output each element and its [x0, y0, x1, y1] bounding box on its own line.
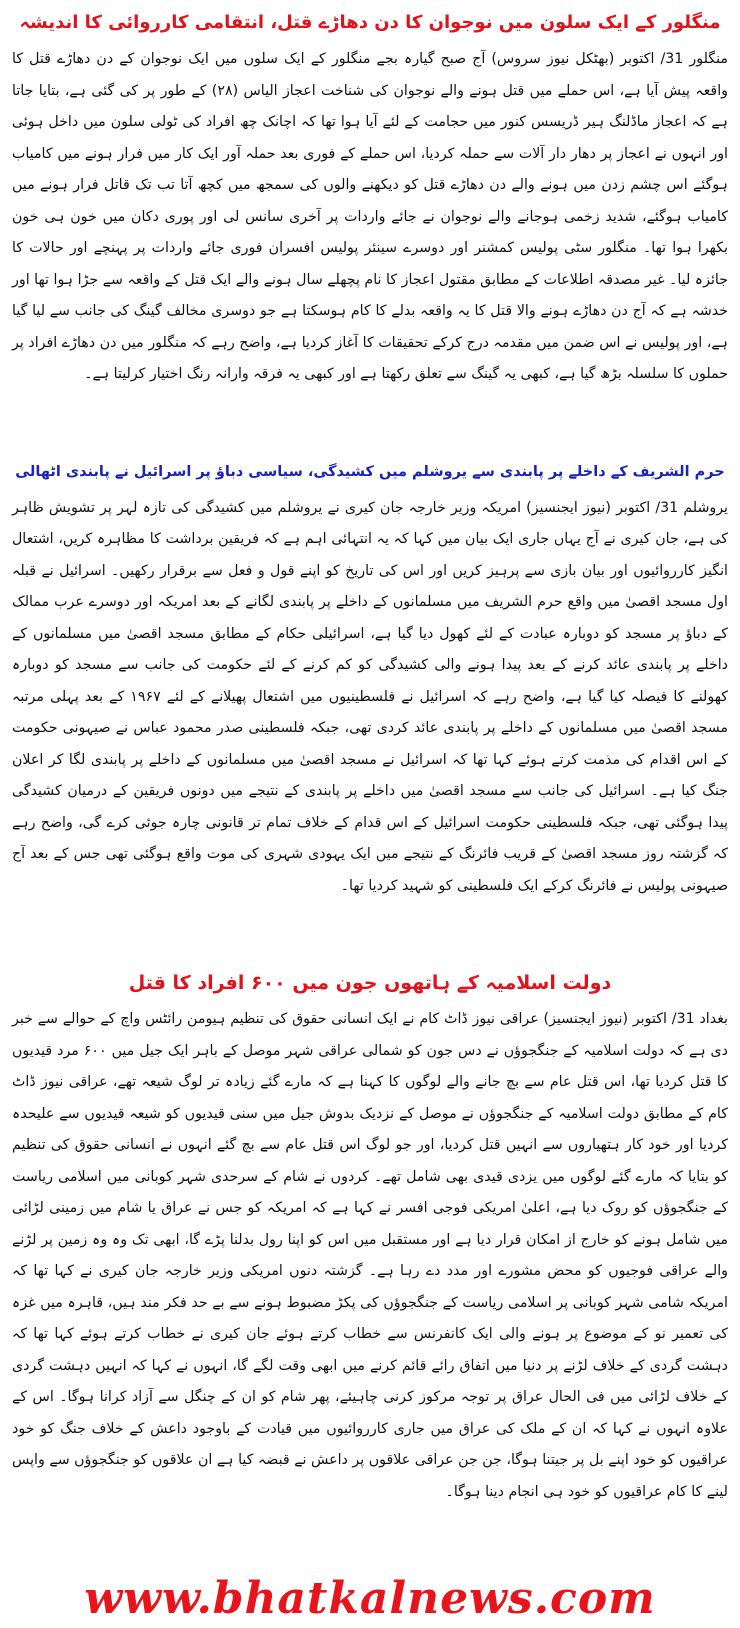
article-headline: دولت اسلامیہ کے ہاتھوں جون میں ۶۰۰ افراد کا قتل	[128, 972, 612, 994]
article-headline: منگلور کے ایک سلون میں نوجوان کا دن دھاڑے قتل، انتقامی کارروائی کا اندیشہ	[19, 12, 721, 33]
article-mangalore	[12, 4, 728, 391]
site-watermark: www.bhatkalnews.com	[84, 1573, 656, 1624]
article-jerusalem	[12, 453, 728, 903]
article-headline: حرم الشریف کے داخلے پر پابندی سے یروشلم میں کشیدگی، سیاسی دباؤ پر اسرائیل نے پابندی اٹھالی	[15, 463, 725, 480]
article-body: بغداد 31/ اکتوبر (نیوز ایجنسیز) عراقی نیوز ڈاٹ کام نے ایک انسانی حقوق کی تنظیم ہیومن رائٹس واچ کے حوالے سے خبر دی ہے کہ دولت اسلامیہ کے جنگجوؤں نے دس جون کو شمالی عراقی شہر موصل کے باہر ایک جیل میں ۶۰۰ مرد قیدیوں کا قتل کردیا تھا، اس قتل عام سے بچ جانے والے لوگوں کا کہنا ہے کہ مارے گئے زیادہ تر لوگ شیعہ تھے، عراقی نیوز ڈاٹ کام کے مطابق دولت اسلامیہ کے جنگجوؤں نے موصل کے نزدیک بدوش جیل میں سنی قیدیوں کو شیعہ قیدیوں سے علیحدہ کردیا اور خود کار ہتھیاروں سے انہیں قتل کردیا، اور جو لوگ اس قتل عام سے بچ گئے انہوں نے انسانی حقوق کی تنظیم کو بتایا کہ مارے گئے لوگوں میں یزدی قیدی بھی شامل تھے۔ کردوں نے شام کے سرحدی شہر کوبانی میں اسلامی ریاست کے جنگجوؤں کو روک دیا ہے، اعلیٰ امریکی فوجی افسر نے کہا ہے کہ امریکہ کو جس نے عراق یا شام میں زمینی لڑائی میں شامل ہونے کو خارج از امکان قرار دیا ہے اور مستقبل میں اس کو اپنا رول بدلنا پڑے گا، ابھی تک وہ وہ زمین پر لڑنے والے عراقی فوجیوں کو محض مشورے اور مدد دے رہا ہے۔ گزشتہ دنوں امریکی وزیر خارجہ جان کیری نے کہا تھا کہ امریکہ شامی شہر کوبانی پر اسلامی ریاست کے جنگجوؤں کی پکڑ مضبوط ہونے سے بے حد فکر مند ہیں، قاہرہ میں غزہ کی تعمیر نو کے موضوع پر ہونے والی ایک کانفرنس سے خطاب کرتے ہوئے جان کیری نے خطاب کرتے ہوئے کہا تھا کہ دہشت گردی کے خلاف لڑنے پر دنیا میں اتفاق رائے قائم کرنے میں ابھی وقت لگے گا، انہوں نے کہا کہ انہیں دہشت گردی کے خلاف لڑائی میں فی الحال عراق پر توجہ مرکوز کرنی چاہیئے، پھر شام کو ان کے چنگل سے آزاد کرانا ہوگا۔ اس کے علاوہ انہوں نے کہا کہ ان کے ملک کی عراق میں جاری کارروائیوں میں قیادت کے باوجود داعش کے خلاف جنگ کو خود عراقیوں کو خود اپنے بل پر جیتنا ہوگا، جن جن عراقی علاقوں پر داعش نے قبضہ کیا ہے ان علاقوں کو جنگجوؤں سے واپس لینے کا کام عراقیوں کو خود ہی انجام دینا ہوگا۔	[12, 1011, 728, 1500]
article-baghdad	[12, 964, 728, 1508]
article-body: یروشلم 31/ اکتوبر (نیوز ایجنسیز) امریکہ وزیر خارجہ جان کیری نے یروشلم میں کشیدگی کی تازہ لہر پر تشویش ظاہر کی ہے، جان کیری نے آج یہاں جاری ایک بیان میں کہا کہ یہ انتہائی اہم ہے کہ فریقین برداشت کا مظاہرہ کریں، اشتعال انگیز کارروائیوں اور بیان بازی سے پرہیز کریں اور اس کی تاریخ کو اپنے قول و فعل سے برقرار رکھیں۔ اسرائیل نے قبلہ اول مسجد اقصیٰ میں واقع حرم الشریف میں مسلمانوں کے داخلے پر پابندی لگانے کے بعد امریکہ اور دوسرے عرب ممالک کے دباؤ پر مسجد کو دوبارہ عبادت کے لئے کھول دیا گیا ہے، اسرائیلی حکام کے مطابق مسجد اقصیٰ میں مسلمانوں کے داخلے پر پابندی عائد کرنے کے بعد پیدا ہونے والی کشیدگی کو کم کرنے کے لئے حکومت کی جانب سے مسجد کو دوبارہ کھولنے کا فیصلہ کیا گیا ہے، واضح رہے کہ اسرائیل نے فلسطینیوں میں اشتعال پھیلانے کے لئے ۱۹۶۷ کے بعد پہلی مرتبہ مسجد اقصیٰ میں مسلمانوں کے داخلے پر پابندی عائد کردی تھی، جبکہ فلسطینی صدر محمود عباس نے صیہونی حکومت کے اس اقدام کی مذمت کرتے ہوئے کہا تھا کہ اسرائیل نے مسجد اقصیٰ میں مسلمانوں کے داخلے پر پابندی لگا کر اعلان جنگ کیا ہے۔ اسرائیل کی جانب سے مسجد اقصیٰ میں داخلے پر پابندی کے نتیجے میں دونوں فریقین کے درمیان کشیدگی پیدا ہوگئی تھی، جبکہ فلسطینی حکومت اسرائیل کے اس قدام کے خلاف تمام تر قانونی چارہ جوئی کرے گی، واضح رہے کہ گزشتہ روز مسجد اقصیٰ کے قریب فائرنگ کے نتیجے میں ایک یہودی شہری کی موت واقع ہوگئی تھی جس کے بعد آج صیہونی پولیس نے فائرنگ کرکے ایک فلسطینی کو شہید کردیا تھا۔	[12, 499, 728, 894]
article-body: منگلور 31/ اکتوبر (بھٹکل نیوز سروس) آج صبح گیارہ بجے منگلور کے ایک سلوں میں ایک نوجوان کے دن دھاڑے قتل کا واقعہ پیش آیا ہے، اس حملے میں قتل ہونے والے نوجوان کی شناخت اعجاز الیاس (۲۸) کے طور پر کی گئی ہے، بتایا جاتا ہے کہ اعجاز ماڈلنگ ہیر ڈریسس کنور میں حجامت کے لئے آیا ہوا تھا کہ اچانک چھ افراد کی ٹولی سلون میں داخل ہوئی اور انہوں نے اعجاز پر دھار دار آلات سے حملہ کردیا، اس حملے کے فوری بعد حملہ آور ایک کار میں فرار ہونے میں کامیاب ہوگئے اس چشم زدن میں ہونے والے دن دھاڑے قتل کو دیکھنے والوں کی سمجھ میں کچھ آتا تب تک قاتل فرار ہونے میں کامیاب ہوگئے، شدید زخمی ہوجانے والے نوجوان نے جائے واردات پر آخری سانس لی اور پوری دکان میں خون ہی خون بکھرا ہوا تھا۔ منگلور سٹی پولیس کمشنر اور دوسرے سینئر پولیس افسران فوری جائے واردات پر پہنچے اور حالات کا جائزہ لیا۔ غیر مصدقہ اطلاعات کے مطابق مقتول اعجاز کا نام پچھلے سال ہونے والے ایک قتل کے واقعہ سے جڑا ہوا تھا اور خدشہ ہے کہ آج دن دھاڑے ہونے والا قتل کا یہ واقعہ بدلے کا کام ہوسکتا ہے جو دوسری مخالف گینگ کی جانب سے لیا گیا ہے، اور پولیس نے اس ضمن میں مقدمہ درج کرکے تحقیقات کا آغاز کردیا ہے، واضح رہے کہ منگلور میں دن دھاڑے افراد پر حملوں کا سلسلہ بڑھ گیا ہے، کبھی یہ گینگ سے تعلق رکھتا ہے اور کبھی یہ فرقہ وارانہ رنگ اختیار کرلیتا ہے۔	[12, 51, 729, 382]
